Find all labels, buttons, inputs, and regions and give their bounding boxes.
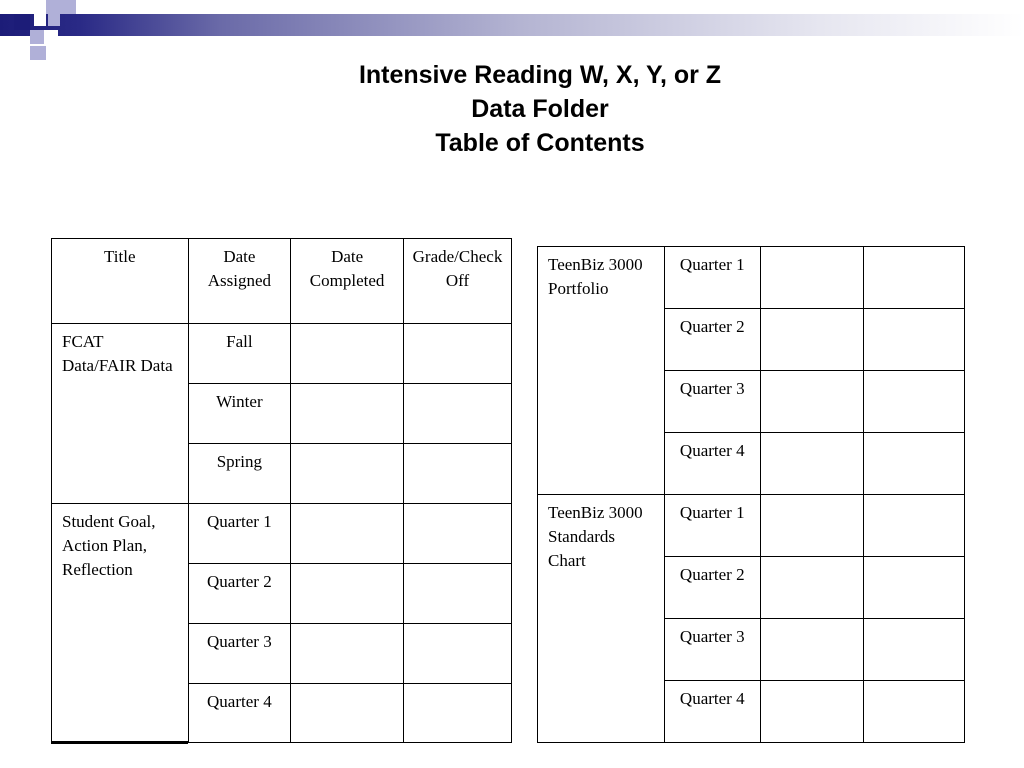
page-title — [280, 58, 800, 160]
blank-cell — [864, 495, 965, 557]
period-cell: Quarter 3 — [664, 619, 760, 681]
period-cell: Fall — [188, 324, 291, 384]
period-cell: Spring — [188, 444, 291, 504]
date-completed-cell — [291, 684, 404, 743]
period-cell: Quarter 2 — [664, 557, 760, 619]
header-square — [34, 14, 46, 26]
period-cell: Quarter 1 — [188, 504, 291, 564]
blank-cell — [760, 433, 864, 495]
blank-cell — [760, 371, 864, 433]
period-cell: Quarter 2 — [664, 309, 760, 371]
title-line-3: Table of Contents — [435, 129, 645, 157]
blank-cell — [864, 619, 965, 681]
date-completed-cell — [291, 324, 404, 384]
blank-cell — [864, 433, 965, 495]
period-cell: Quarter 3 — [664, 371, 760, 433]
grade-cell — [403, 684, 511, 743]
header-title: Title — [52, 239, 189, 324]
header-square — [48, 14, 60, 26]
period-cell: Quarter 4 — [664, 681, 760, 743]
group-title: TeenBiz 3000 Standards Chart — [538, 495, 665, 743]
header-square — [34, 0, 46, 12]
header-square — [60, 0, 76, 14]
date-completed-cell — [291, 444, 404, 504]
blank-cell — [864, 309, 965, 371]
header-square — [46, 0, 60, 14]
header-gradient-band — [0, 14, 1024, 36]
grade-cell — [403, 324, 511, 384]
blank-cell — [864, 557, 965, 619]
header-square — [14, 14, 30, 30]
header-date-completed: Date Completed — [291, 239, 404, 324]
period-cell: Quarter 4 — [188, 684, 291, 743]
header-square — [44, 30, 58, 44]
group-title: Student Goal, Action Plan, Reflection — [52, 504, 189, 743]
blank-cell — [760, 557, 864, 619]
date-completed-cell — [291, 504, 404, 564]
blank-cell — [760, 247, 864, 309]
table-bottom-border — [51, 741, 188, 744]
grade-cell — [403, 504, 511, 564]
grade-cell — [403, 564, 511, 624]
header-date-assigned: Date Assigned — [188, 239, 291, 324]
grade-cell — [403, 384, 511, 444]
contents-table-right — [537, 246, 965, 743]
blank-cell — [864, 681, 965, 743]
blank-cell — [760, 619, 864, 681]
period-cell: Winter — [188, 384, 291, 444]
blank-cell — [760, 681, 864, 743]
group-title: FCAT Data/FAIR Data — [52, 324, 189, 504]
header-square — [30, 46, 46, 60]
title-line-1: Intensive Reading W, X, Y, or Z — [358, 61, 722, 89]
header-square — [30, 30, 44, 44]
period-cell: Quarter 1 — [664, 247, 760, 309]
blank-cell — [864, 247, 965, 309]
grade-cell — [403, 444, 511, 504]
blank-cell — [760, 309, 864, 371]
period-cell: Quarter 3 — [188, 624, 291, 684]
contents-table-left — [51, 238, 512, 743]
date-completed-cell — [291, 564, 404, 624]
blank-cell — [864, 371, 965, 433]
blank-cell — [760, 495, 864, 557]
grade-cell — [403, 624, 511, 684]
title-line-2: Data Folder — [471, 95, 609, 123]
date-completed-cell — [291, 624, 404, 684]
period-cell: Quarter 2 — [188, 564, 291, 624]
period-cell: Quarter 4 — [664, 433, 760, 495]
period-cell: Quarter 1 — [664, 495, 760, 557]
header-grade-check-off: Grade/Check Off — [403, 239, 511, 324]
group-title: TeenBiz 3000 Portfolio — [538, 247, 665, 495]
date-completed-cell — [291, 384, 404, 444]
